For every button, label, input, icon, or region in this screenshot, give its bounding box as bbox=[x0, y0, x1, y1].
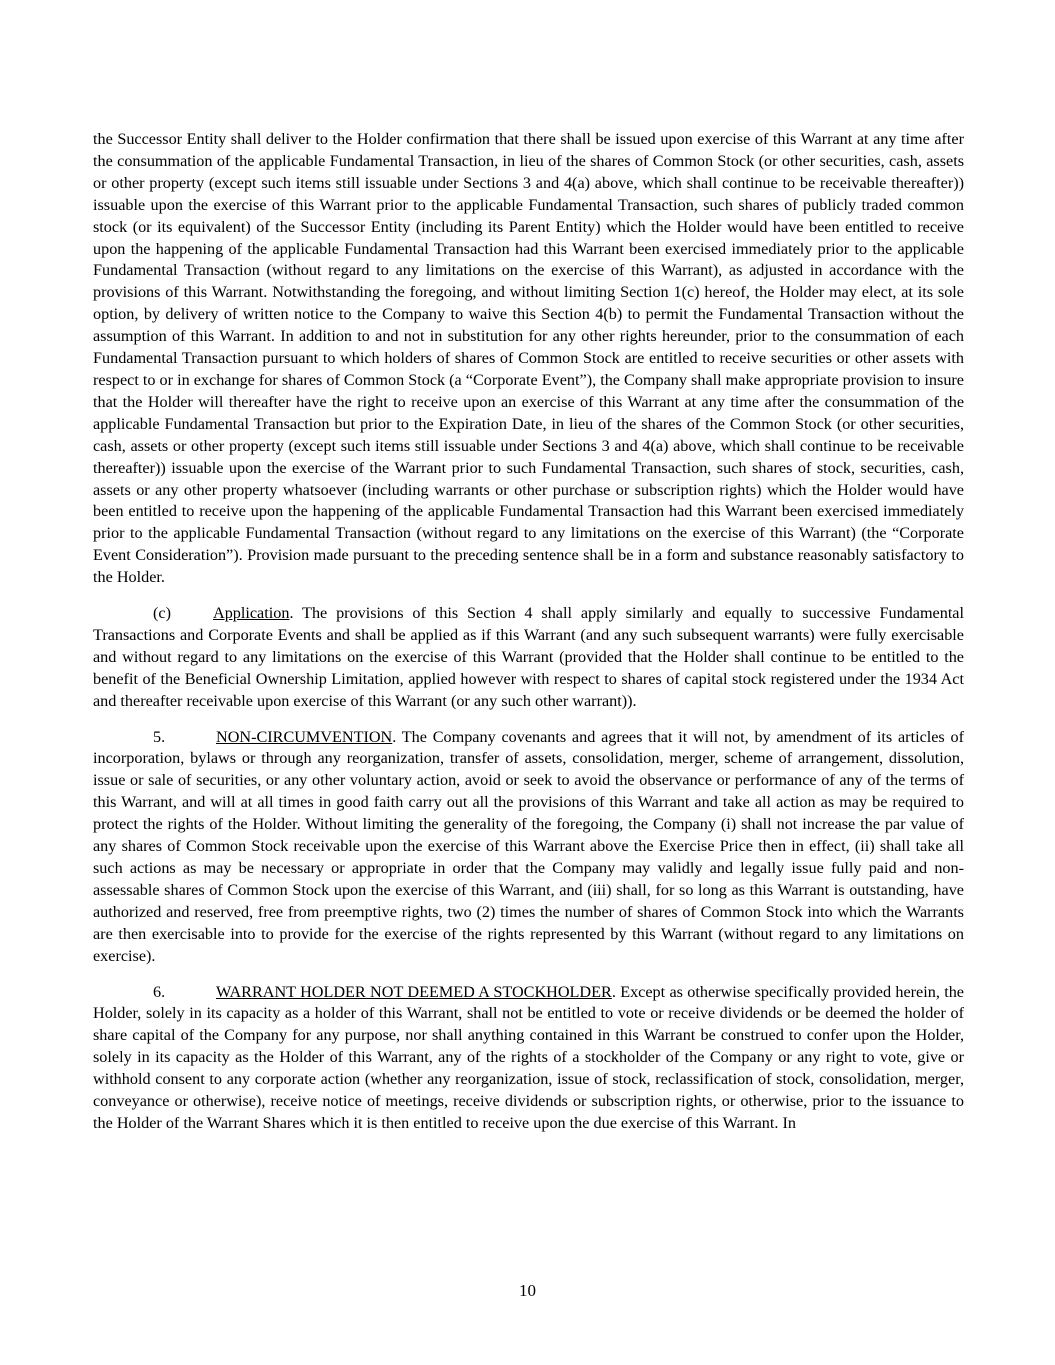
section-6-heading: WARRANT HOLDER NOT DEEMED A STOCKHOLDER bbox=[216, 982, 612, 1001]
section-5-paragraph bbox=[93, 727, 964, 968]
section-6-number: 6. bbox=[153, 982, 166, 1001]
section-6-text: . Except as otherwise specifically provided herein, the Holder, solely in its capacity as a holder of this Warrant, shall not be entitled to vote or receive dividends or be deemed the holder of share capital of the Company for any purpose, nor shall anything contained in this Warrant be construed to confer upon the Holder, solely in its capacity as the Holder of this Warrant, any of the rights of a stockholder of the Company or any right to vote, give or withhold consent to any corporate action (whether any reorganization, issue of stock, reclassification of stock, consolidation, merger, conveyance or otherwise), receive notice of meetings, receive dividends or subscription rights, or otherwise, prior to the issuance to the Holder of the Warrant Shares which it is then entitled to receive upon the due exercise of this Warrant. In bbox=[93, 982, 964, 1132]
section-5-number: 5. bbox=[153, 727, 166, 746]
continuation-paragraph: the Successor Entity shall deliver to the Holder confirmation that there shall be issued upon exercise of this Warrant at any time after the consummation of the applicable Fundamental Transaction, in lieu of the shares of Common Stock (or other securities, cash, assets or other property (except such items still issuable under Sections 3 and 4(a) above, which shall continue to be receivable thereafter)) issuable upon the exercise of this Warrant prior to the applicable Fundamental Transaction, such shares of publicly traded common stock (or its equivalent) of the Successor Entity (including its Parent Entity) which the Holder would have been entitled to receive upon the happening of the applicable Fundamental Transaction had this Warrant been exercised immediately prior to the applicable Fundamental Transaction (without regard to any limitations on the exercise of this Warrant), as adjusted in accordance with the provisions of this Warrant. Notwithstanding the foregoing, and without limiting Section 1(c) hereof, the Holder may elect, at its sole option, by delivery of written notice to the Company to waive this Section 4(b) to permit the Fundamental Transaction without the assumption of this Warrant. In addition to and not in substitution for any other rights hereunder, prior to the consummation of each Fundamental Transaction pursuant to which holders of shares of Common Stock are entitled to receive securities or other assets with respect to or in exchange for shares of Common Stock (a “Corporate Event”), the Company shall make appropriate provision to insure that the Holder will thereafter have the right to receive upon an exercise of this Warrant at any time after the consummation of the applicable Fundamental Transaction but prior to the Expiration Date, in lieu of the shares of the Common Stock (or other securities, cash, assets or other property (except such items still issuable under Sections 3 and 4(a) above, which shall continue to be receivable thereafter)) issuable upon the exercise of the Warrant prior to such Fundamental Transaction, such shares of stock, securities, cash, assets or any other property whatsoever (including warrants or other purchase or subscription rights) which the Holder would have been entitled to receive upon the happening of the applicable Fundamental Transaction had this Warrant been exercised immediately prior to the applicable Fundamental Transaction (without regard to any limitations on the exercise of this Warrant) (the “Corporate Event Consideration”). Provision made pursuant to the preceding sentence shall be in a form and substance reasonably satisfactory to the Holder. bbox=[93, 130, 964, 587]
section-4c-heading: Application bbox=[213, 604, 290, 623]
section-4c-label: (c) bbox=[153, 604, 171, 623]
section-6-paragraph bbox=[93, 982, 964, 1135]
section-4c-text: . The provisions of this Section 4 shall apply similarly and equally to successive Fundamental Transactions and Corporate Events and shall be applied as if this Warrant (and any such subsequent warrants) were fully exercisable and without regard to any limitations on the exercise of this Warrant (provided that the Holder shall continue to be entitled to the benefit of the Beneficial Ownership Limitation, applied however with respect to shares of capital stock registered under the 1934 Act and thereafter receivable upon exercise of this Warrant (or any such other warrant)). bbox=[93, 604, 964, 710]
page-number: 10 bbox=[519, 1281, 536, 1300]
section-5-text: . The Company covenants and agrees that it will not, by amendment of its articles of incorporation, bylaws or through any reorganization, transfer of assets, consolidation, merger, scheme of arrangement, dissolution, issue or sale of securities, or any other voluntary action, avoid or seek to avoid the observance or performance of any of the terms of this Warrant, and will at all times in good faith carry out all the provisions of this Warrant and take all action as may be required to protect the rights of the Holder. Without limiting the generality of the foregoing, the Company (i) shall not increase the par value of any shares of Common Stock receivable upon the exercise of this Warrant above the Exercise Price then in effect, (ii) shall take all such actions as may be necessary or appropriate in order that the Company may validly and legally issue fully paid and non-assessable shares of Common Stock upon the exercise of this Warrant, and (iii) shall, for so long as this Warrant is outstanding, have authorized and reserved, free from preemptive rights, two (2) times the number of shares of Common Stock into which the Warrants are then exercisable into to provide for the exercise of the rights represented by this Warrant (without regard to any limitations on exercise). bbox=[93, 727, 964, 965]
document-body bbox=[93, 129, 964, 1135]
section-5-heading: NON-CIRCUMVENTION bbox=[216, 727, 393, 746]
section-4c-paragraph bbox=[93, 603, 964, 713]
